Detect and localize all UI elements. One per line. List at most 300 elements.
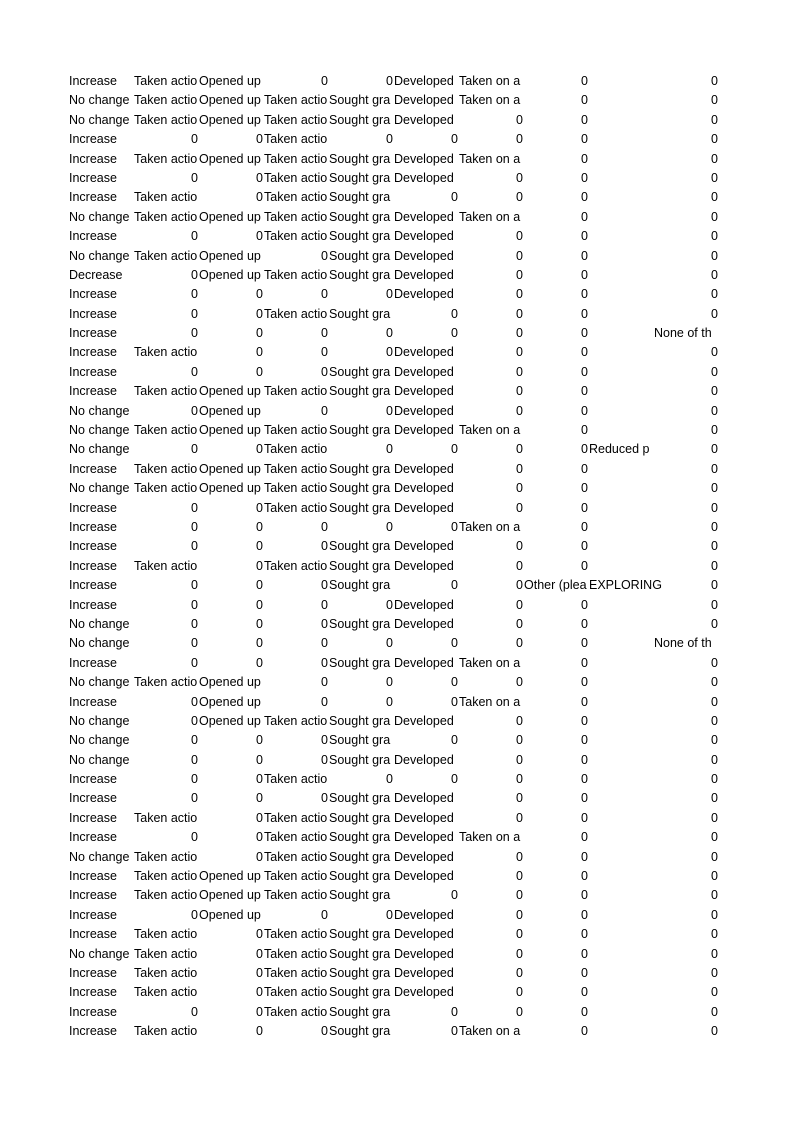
- table-cell: 0: [191, 1004, 198, 1019]
- table-cell: 0: [386, 287, 393, 302]
- table-cell: Sought gra: [329, 830, 391, 845]
- table-row: [68, 848, 718, 867]
- table-cell: [588, 247, 653, 266]
- table-cell: 0: [711, 364, 718, 379]
- table-cell: Increase: [69, 810, 117, 825]
- table-cell: 0: [191, 403, 198, 418]
- table-cell: Sought gra: [329, 927, 391, 942]
- table-cell: 0: [516, 752, 523, 767]
- table-cell: Increase: [69, 229, 117, 244]
- table-cell: 0: [711, 500, 718, 515]
- table-cell: Taken actio: [134, 209, 198, 224]
- table-cell: 0: [321, 345, 328, 360]
- table-cell: 0: [321, 597, 328, 612]
- table-cell: 0: [516, 384, 523, 399]
- table-cell: Developed: [394, 267, 454, 282]
- table-cell: Opened up: [199, 869, 261, 884]
- table-cell: 0: [581, 849, 588, 864]
- table-cell: Sought gra: [329, 384, 391, 399]
- table-cell: Developed: [394, 539, 454, 554]
- table-cell: 0: [191, 500, 198, 515]
- table-cell: No change: [69, 93, 130, 108]
- table-cell: Taken actio: [264, 1004, 328, 1019]
- table-cell: Taken actio: [264, 927, 328, 942]
- table-cell: 0: [581, 461, 588, 476]
- table-row: [68, 673, 718, 692]
- table-cell: Taken actio: [264, 423, 328, 438]
- table-cell: 0: [581, 403, 588, 418]
- table-cell: Sought gra: [329, 965, 391, 980]
- table-cell: Taken actio: [264, 869, 328, 884]
- table-cell: Taken actio: [264, 190, 328, 205]
- table-cell: No change: [69, 112, 130, 127]
- table-cell: 0: [711, 112, 718, 127]
- table-cell: Taken on a: [459, 1024, 521, 1039]
- table-cell: 0: [256, 791, 263, 806]
- table-cell: [588, 1003, 653, 1022]
- table-cell: 0: [711, 248, 718, 263]
- table-cell: 0: [451, 190, 458, 205]
- table-cell: 0: [516, 461, 523, 476]
- table-cell: Developed: [394, 810, 454, 825]
- table-row: [68, 906, 718, 925]
- table-cell: 0: [581, 1024, 588, 1039]
- table-cell: 0: [711, 733, 718, 748]
- table-cell: Sought gra: [329, 869, 391, 884]
- table-cell: 0: [581, 190, 588, 205]
- table-cell: Sought gra: [329, 209, 391, 224]
- table-cell: Taken on a: [459, 423, 521, 438]
- table-cell: [588, 731, 653, 750]
- table-cell: [588, 964, 653, 983]
- table-cell: 0: [451, 519, 458, 534]
- table-cell: Taken actio: [264, 985, 328, 1000]
- table-row: [68, 557, 718, 576]
- table-cell: Increase: [69, 190, 117, 205]
- table-cell: 0: [711, 74, 718, 88]
- table-cell: 0: [516, 558, 523, 573]
- table-cell: 0: [581, 287, 588, 302]
- table-cell: 0: [581, 209, 588, 224]
- table-cell: Increase: [69, 500, 117, 515]
- table-row: [68, 886, 718, 905]
- table-cell: 0: [711, 287, 718, 302]
- table-row: [68, 363, 718, 382]
- table-row: [68, 789, 718, 808]
- table-cell: 0: [581, 675, 588, 690]
- table-cell: 0: [711, 772, 718, 787]
- table-cell: No change: [69, 248, 130, 263]
- table-cell: Opened up: [199, 248, 261, 263]
- table-cell: Developed: [394, 151, 454, 166]
- table-cell: 0: [711, 229, 718, 244]
- table-cell: 0: [516, 442, 523, 457]
- table-cell: Taken actio: [134, 558, 198, 573]
- table-cell: [588, 596, 653, 615]
- table-cell: 0: [581, 772, 588, 787]
- table-cell: 0: [321, 616, 328, 631]
- table-cell: [588, 421, 653, 440]
- table-cell: 0: [191, 442, 198, 457]
- table-cell: Opened up: [199, 423, 261, 438]
- table-cell: 0: [256, 326, 263, 341]
- table-cell: Taken actio: [264, 558, 328, 573]
- table-cell: Sought gra: [329, 364, 391, 379]
- table-cell: 0: [581, 384, 588, 399]
- table-cell: 0: [256, 849, 263, 864]
- table-cell: [588, 712, 653, 731]
- table-cell: 0: [386, 907, 393, 922]
- table-cell: 0: [321, 636, 328, 651]
- table-cell: Taken actio: [264, 112, 328, 127]
- table-cell: Developed: [394, 481, 454, 496]
- table-cell: 0: [516, 364, 523, 379]
- table-cell: Developed: [394, 616, 454, 631]
- table-cell: Developed: [394, 597, 454, 612]
- table-cell: [588, 479, 653, 498]
- table-row: [68, 169, 718, 188]
- table-cell: Developed: [394, 287, 454, 302]
- table-row: [68, 111, 718, 130]
- table-cell: Taken actio: [264, 267, 328, 282]
- table-cell: 0: [516, 927, 523, 942]
- table-cell: 0: [256, 946, 263, 961]
- table-cell: 0: [516, 112, 523, 127]
- table-cell: 0: [191, 694, 198, 709]
- table-cell: 0: [711, 539, 718, 554]
- table-cell: 0: [386, 442, 393, 457]
- table-cell: Increase: [69, 558, 117, 573]
- table-cell: No change: [69, 616, 130, 631]
- table-cell: 0: [581, 481, 588, 496]
- table-cell: 0: [191, 132, 198, 147]
- table-cell: 0: [516, 907, 523, 922]
- table-cell: Taken actio: [134, 345, 198, 360]
- table-cell: 0: [516, 849, 523, 864]
- table-cell: Taken actio: [264, 965, 328, 980]
- table-cell: 0: [711, 190, 718, 205]
- table-cell: 0: [191, 733, 198, 748]
- table-cell: 0: [516, 170, 523, 185]
- table-row: [68, 421, 718, 440]
- table-cell: 0: [321, 539, 328, 554]
- table-cell: Increase: [69, 74, 117, 88]
- table-cell: 0: [711, 946, 718, 961]
- table-cell: 0: [581, 74, 588, 88]
- table-cell: 0: [581, 306, 588, 321]
- table-cell: Developed: [394, 869, 454, 884]
- table-cell: Developed: [394, 946, 454, 961]
- table-row: [68, 305, 718, 324]
- table-cell: Increase: [69, 287, 117, 302]
- table-cell: Opened up: [199, 384, 261, 399]
- table-cell: Increase: [69, 539, 117, 554]
- table-row: [68, 150, 718, 169]
- table-cell: No change: [69, 675, 130, 690]
- table-row: [68, 693, 718, 712]
- table-cell: Taken actio: [264, 810, 328, 825]
- table-cell: Taken actio: [264, 500, 328, 515]
- table-cell: 0: [516, 190, 523, 205]
- table-cell: 0: [191, 597, 198, 612]
- table-cell: [588, 906, 653, 925]
- table-cell: 0: [581, 752, 588, 767]
- table-cell: Increase: [69, 869, 117, 884]
- table-cell: Developed: [394, 112, 454, 127]
- table-cell: Sought gra: [329, 810, 391, 825]
- table-cell: 0: [581, 170, 588, 185]
- table-cell: 0: [711, 927, 718, 942]
- table-cell: Developed: [394, 248, 454, 263]
- table-cell: 0: [581, 364, 588, 379]
- table-cell: 0: [256, 287, 263, 302]
- table-cell: Sought gra: [329, 655, 391, 670]
- table-cell: Taken on a: [459, 655, 521, 670]
- table-cell: 0: [711, 558, 718, 573]
- table-cell: Taken actio: [134, 384, 198, 399]
- table-cell: [588, 557, 653, 576]
- table-cell: 0: [451, 733, 458, 748]
- table-cell: 0: [516, 946, 523, 961]
- table-cell: [588, 188, 653, 207]
- table-cell: Sought gra: [329, 733, 391, 748]
- table-cell: Developed: [394, 384, 454, 399]
- table-cell: 0: [256, 539, 263, 554]
- table-cell: 0: [581, 869, 588, 884]
- table-cell: Sought gra: [329, 849, 391, 864]
- table-cell: Sought gra: [329, 578, 391, 593]
- table-cell: Opened up: [199, 888, 261, 903]
- table-cell: 0: [516, 597, 523, 612]
- table-cell: Developed: [394, 752, 454, 767]
- table-cell: 0: [581, 93, 588, 108]
- table-cell: 0: [451, 442, 458, 457]
- table-cell: No change: [69, 713, 130, 728]
- table-cell: [588, 886, 653, 905]
- table-cell: None of th: [654, 326, 712, 341]
- table-cell: 0: [386, 345, 393, 360]
- table-cell: Sought gra: [329, 112, 391, 127]
- table-cell: 0: [581, 946, 588, 961]
- table-cell: 0: [711, 694, 718, 709]
- table-cell: 0: [256, 345, 263, 360]
- table-cell: Taken actio: [264, 229, 328, 244]
- table-cell: Sought gra: [329, 946, 391, 961]
- table-cell: 0: [516, 287, 523, 302]
- table-cell: 0: [191, 229, 198, 244]
- table-cell: [588, 770, 653, 789]
- table-cell: Taken actio: [134, 93, 198, 108]
- table-cell: 0: [386, 132, 393, 147]
- table-cell: Increase: [69, 1004, 117, 1019]
- table-cell: [588, 1022, 653, 1041]
- table-cell: Taken actio: [134, 869, 198, 884]
- table-cell: 0: [581, 810, 588, 825]
- table-cell: Sought gra: [329, 1004, 391, 1019]
- table-cell: 0: [711, 93, 718, 108]
- table-cell: 0: [711, 830, 718, 845]
- table-cell: [588, 809, 653, 828]
- table-cell: [588, 634, 653, 653]
- table-cell: Taken on a: [459, 209, 521, 224]
- table-cell: 0: [191, 364, 198, 379]
- table-cell: 0: [581, 985, 588, 1000]
- table-cell: [588, 305, 653, 324]
- table-cell: [588, 91, 653, 110]
- table-cell: 0: [581, 423, 588, 438]
- table-cell: Developed: [394, 849, 454, 864]
- table-cell: Taken actio: [264, 384, 328, 399]
- table-cell: 0: [191, 539, 198, 554]
- table-cell: 0: [516, 481, 523, 496]
- table-cell: 0: [451, 888, 458, 903]
- table-cell: Opened up: [199, 461, 261, 476]
- table-cell: 0: [191, 616, 198, 631]
- table-cell: Taken on a: [459, 74, 521, 88]
- table-cell: No change: [69, 442, 130, 457]
- table-cell: 0: [386, 403, 393, 418]
- table-cell: Increase: [69, 772, 117, 787]
- table-cell: Taken actio: [264, 93, 328, 108]
- table-cell: 0: [451, 636, 458, 651]
- table-cell: 0: [711, 461, 718, 476]
- table-cell: Sought gra: [329, 558, 391, 573]
- table-cell: Increase: [69, 151, 117, 166]
- table-cell: Developed: [394, 229, 454, 244]
- table-cell: Sought gra: [329, 93, 391, 108]
- table-cell: Sought gra: [329, 713, 391, 728]
- table-cell: 0: [256, 442, 263, 457]
- table-cell: 0: [256, 558, 263, 573]
- table-cell: Opened up: [199, 694, 261, 709]
- table-row: [68, 440, 718, 459]
- table-row: [68, 925, 718, 944]
- table-cell: Developed: [394, 500, 454, 515]
- table-cell: Decrease: [69, 267, 123, 282]
- table-cell: 0: [386, 326, 393, 341]
- table-cell: 0: [711, 519, 718, 534]
- table-cell: Increase: [69, 306, 117, 321]
- table-cell: Sought gra: [329, 752, 391, 767]
- table-cell: 0: [386, 636, 393, 651]
- table-cell: [588, 983, 653, 1002]
- table-cell: 0: [191, 519, 198, 534]
- table-row: [68, 130, 718, 149]
- table-row: [68, 576, 718, 595]
- table-cell: 0: [256, 655, 263, 670]
- table-cell: Taken actio: [134, 481, 198, 496]
- table-cell: Developed: [394, 461, 454, 476]
- table-row: [68, 227, 718, 246]
- table-cell: 0: [711, 888, 718, 903]
- table-cell: 0: [321, 907, 328, 922]
- table-cell: 0: [581, 151, 588, 166]
- table-cell: 0: [711, 655, 718, 670]
- table-cell: 0: [516, 306, 523, 321]
- table-cell: Increase: [69, 578, 117, 593]
- table-cell: 0: [516, 578, 523, 593]
- table-cell: 0: [516, 616, 523, 631]
- table-cell: 0: [711, 752, 718, 767]
- table-cell: Taken actio: [134, 927, 198, 942]
- table-cell: Taken actio: [264, 170, 328, 185]
- table-cell: Opened up: [199, 267, 261, 282]
- table-cell: No change: [69, 946, 130, 961]
- table-cell: 0: [581, 326, 588, 341]
- table-cell: 0: [711, 209, 718, 224]
- table-cell: [588, 363, 653, 382]
- table-cell: [588, 324, 653, 343]
- table-cell: 0: [321, 1024, 328, 1039]
- table-row: [68, 615, 718, 634]
- table-cell: 0: [321, 519, 328, 534]
- table-cell: 0: [191, 752, 198, 767]
- table-row: [68, 72, 718, 91]
- table-cell: Sought gra: [329, 985, 391, 1000]
- table-cell: Developed: [394, 93, 454, 108]
- table-cell: Developed: [394, 403, 454, 418]
- table-cell: 0: [191, 326, 198, 341]
- table-cell: Taken actio: [264, 442, 328, 457]
- table-cell: Sought gra: [329, 888, 391, 903]
- table-cell: Taken actio: [264, 772, 328, 787]
- table-cell: 0: [321, 578, 328, 593]
- table-cell: 0: [321, 694, 328, 709]
- table-cell: 0: [191, 772, 198, 787]
- table-cell: Opened up: [199, 93, 261, 108]
- table-cell: 0: [321, 655, 328, 670]
- table-cell: Increase: [69, 326, 117, 341]
- table-cell: 0: [256, 616, 263, 631]
- table-cell: 0: [321, 326, 328, 341]
- table-row: [68, 285, 718, 304]
- table-cell: 0: [451, 578, 458, 593]
- table-cell: Taken actio: [264, 306, 328, 321]
- table-cell: Sought gra: [329, 1024, 391, 1039]
- table-cell: Sought gra: [329, 500, 391, 515]
- table-cell: Increase: [69, 694, 117, 709]
- table-cell: Sought gra: [329, 190, 391, 205]
- table-cell: 0: [516, 1004, 523, 1019]
- table-cell: 0: [581, 713, 588, 728]
- table-cell: 0: [256, 306, 263, 321]
- table-cell: Taken actio: [264, 849, 328, 864]
- table-cell: Opened up: [199, 112, 261, 127]
- table-cell: Taken on a: [459, 694, 521, 709]
- table-cell: Taken on a: [459, 93, 521, 108]
- table-cell: No change: [69, 849, 130, 864]
- table-row: [68, 654, 718, 673]
- table-row: [68, 188, 718, 207]
- table-cell: [588, 693, 653, 712]
- table-cell: Opened up: [199, 907, 261, 922]
- table-cell: No change: [69, 481, 130, 496]
- table-cell: 0: [711, 965, 718, 980]
- table-cell: [588, 751, 653, 770]
- table-cell: Sought gra: [329, 791, 391, 806]
- table-cell: 0: [256, 752, 263, 767]
- table-cell: 0: [516, 403, 523, 418]
- table-cell: Sought gra: [329, 423, 391, 438]
- table-row: [68, 382, 718, 401]
- table-row: [68, 964, 718, 983]
- table-cell: Sought gra: [329, 248, 391, 263]
- table-cell: Increase: [69, 1024, 117, 1039]
- table-cell: 0: [711, 985, 718, 1000]
- table-cell: 0: [256, 810, 263, 825]
- table-cell: 0: [191, 907, 198, 922]
- table-row: [68, 343, 718, 362]
